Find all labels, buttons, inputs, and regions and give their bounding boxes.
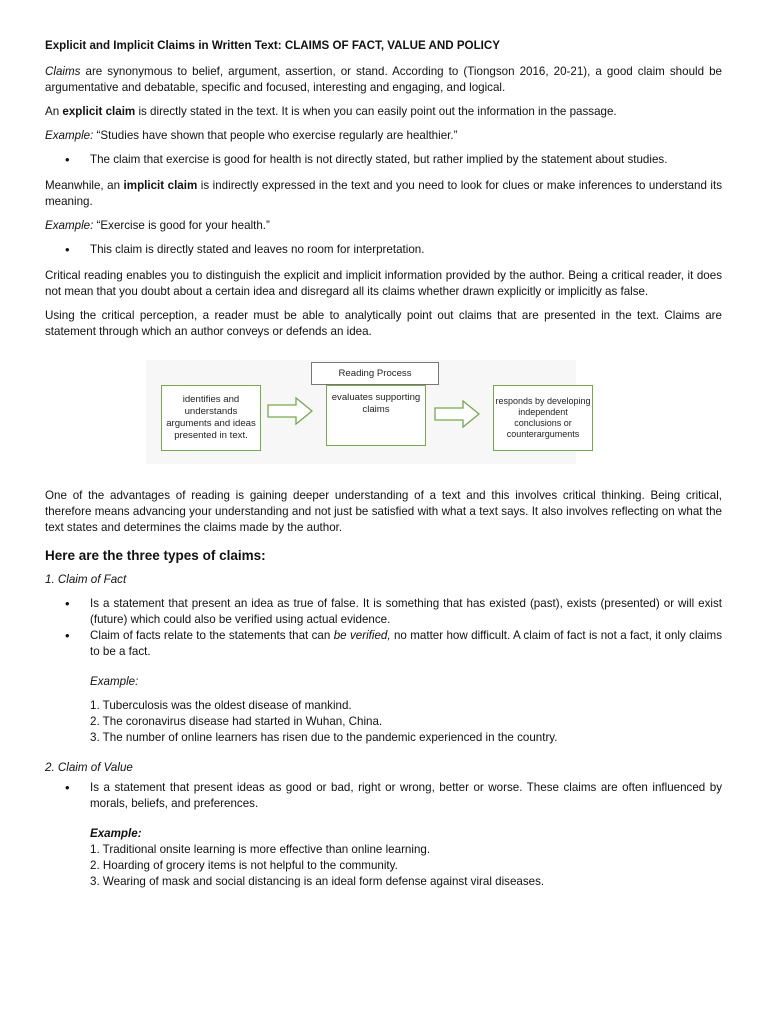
fact-example-list <box>90 698 722 746</box>
diagram-box-responds <box>493 385 593 451</box>
explicit-bullet: • The claim that exercise is good for health is not directly stated, but rather implied by the statement about studies. <box>45 152 722 168</box>
implicit-example-label: Example: <box>45 219 94 232</box>
implicit-text: is indirectly expressed in the text and you need to look for clues or make inferences to understand its meaning. <box>45 179 722 208</box>
value-example-item: 3. Wearing of mask and social distancing is an ideal form defense against viral diseases. <box>90 875 545 888</box>
implicit-bullet: • This claim is directly stated and leaves no room for interpretation. <box>45 242 722 258</box>
critical-reading-paragraph: Critical reading enables you to distinguish the explicit and implicit information provided by the author. Being a critical reader, it does not mean that you doubt about a certain idea and disregard all its claims whether drawn explicitly or implicitly as false. <box>45 269 722 298</box>
explicit-example-label: Example: <box>45 129 94 142</box>
claim-of-fact-heading: 1. Claim of Fact <box>45 573 127 586</box>
explicit-example <box>45 128 722 144</box>
fact-bullet-2-em: be verified, <box>333 629 391 642</box>
document-title: Explicit and Implicit Claims in Written Text: CLAIMS OF FACT, VALUE AND POLICY <box>45 39 500 52</box>
fact-bullet-1: • Is a statement that present an idea as true of false. It is something that has existed (past), exists (presented) or will exist (future) which could also be verified using actual evidence. <box>45 596 722 628</box>
types-heading: Here are the three types of claims: <box>45 548 266 563</box>
implicit-paragraph <box>45 178 722 210</box>
advantages-paragraph: One of the advantages of reading is gaining deeper understanding of a text and this involves critical thinking. Being critical, therefore means advancing your understanding and not just be satisfied with what a text says. It also involves reflecting on what the text states and determines the claims made by the author. <box>45 489 722 534</box>
value-example-item: 2. Hoarding of grocery items is not helpful to the community. <box>90 859 398 872</box>
diagram-box-responds-text: responds by developing independent conclusions or counterarguments <box>495 396 591 439</box>
value-example-block <box>45 826 722 890</box>
implicit-lead: Meanwhile, an <box>45 179 124 192</box>
reading-process-diagram <box>146 360 591 464</box>
claims-term: Claims <box>45 65 81 78</box>
diagram-box-identifies <box>161 385 261 451</box>
diagram-box-identifies-text: identifies and understands arguments and ideas presented in text. <box>166 394 256 441</box>
critical-perception-paragraph: Using the critical perception, a reader must be able to analytically point out claims that are presented in the text. Claims are statement through which an author conveys or defends an idea. <box>45 309 722 338</box>
document-page <box>45 38 722 890</box>
value-bullet-1: • Is a statement that present ideas as good or bad, right or wrong, better or worse. These claims are often influenced by morals, beliefs, and preferences. <box>45 780 722 812</box>
fact-bullet-2-post: no matter how difficult. A claim of fact is not a fact, it only claims to be a fact. <box>90 629 722 658</box>
value-example-list <box>90 842 722 890</box>
intro-text: are synonymous to belief, argument, assertion, or stand. According to (Tiongson 2016, 20-21), a good claim should be argumentative and debatable, specific and focused, interesting and engaging, and logical. <box>45 65 722 94</box>
fact-example-item: 3. The number of online learners has risen due to the pandemic experienced in the country. <box>90 731 558 744</box>
value-bullet-list <box>45 780 722 812</box>
claim-of-value-heading: 2. Claim of Value <box>45 761 133 774</box>
diagram-box-evaluates-text: evaluates supporting claims <box>331 392 421 415</box>
implicit-example <box>45 218 722 234</box>
explicit-example-text: “Studies have shown that people who exercise regularly are healthier.” <box>93 129 458 142</box>
implicit-bullet-list <box>45 242 722 258</box>
arrow-right-icon <box>266 396 316 426</box>
implicit-example-text: “Exercise is good for your health.” <box>93 219 270 232</box>
diagram-title: Reading Process <box>311 362 439 385</box>
fact-example-block <box>45 674 722 746</box>
explicit-term: explicit claim <box>62 105 136 118</box>
intro-paragraph <box>45 64 722 96</box>
explicit-bullet-list <box>45 152 722 168</box>
explicit-text: is directly stated in the text. It is when you can easily point out the information in the passage. <box>135 105 617 118</box>
fact-bullet-2-pre: Claim of facts relate to the statements that can <box>90 629 334 642</box>
diagram-box-evaluates <box>326 385 426 446</box>
value-example-item: 1. Traditional onsite learning is more effective than online learning. <box>90 843 431 856</box>
arrow-right-icon <box>433 399 483 429</box>
implicit-term: implicit claim <box>123 179 198 192</box>
fact-example-label: Example: <box>90 675 139 688</box>
fact-example-item: 1. Tuberculosis was the oldest disease of mankind. <box>90 699 352 712</box>
fact-bullet-2 <box>45 628 722 660</box>
value-example-label: Example: <box>90 827 142 840</box>
explicit-paragraph <box>45 104 722 120</box>
fact-bullet-list <box>45 596 722 660</box>
explicit-lead: An <box>45 105 63 118</box>
fact-example-item: 2. The coronavirus disease had started in Wuhan, China. <box>90 715 383 728</box>
